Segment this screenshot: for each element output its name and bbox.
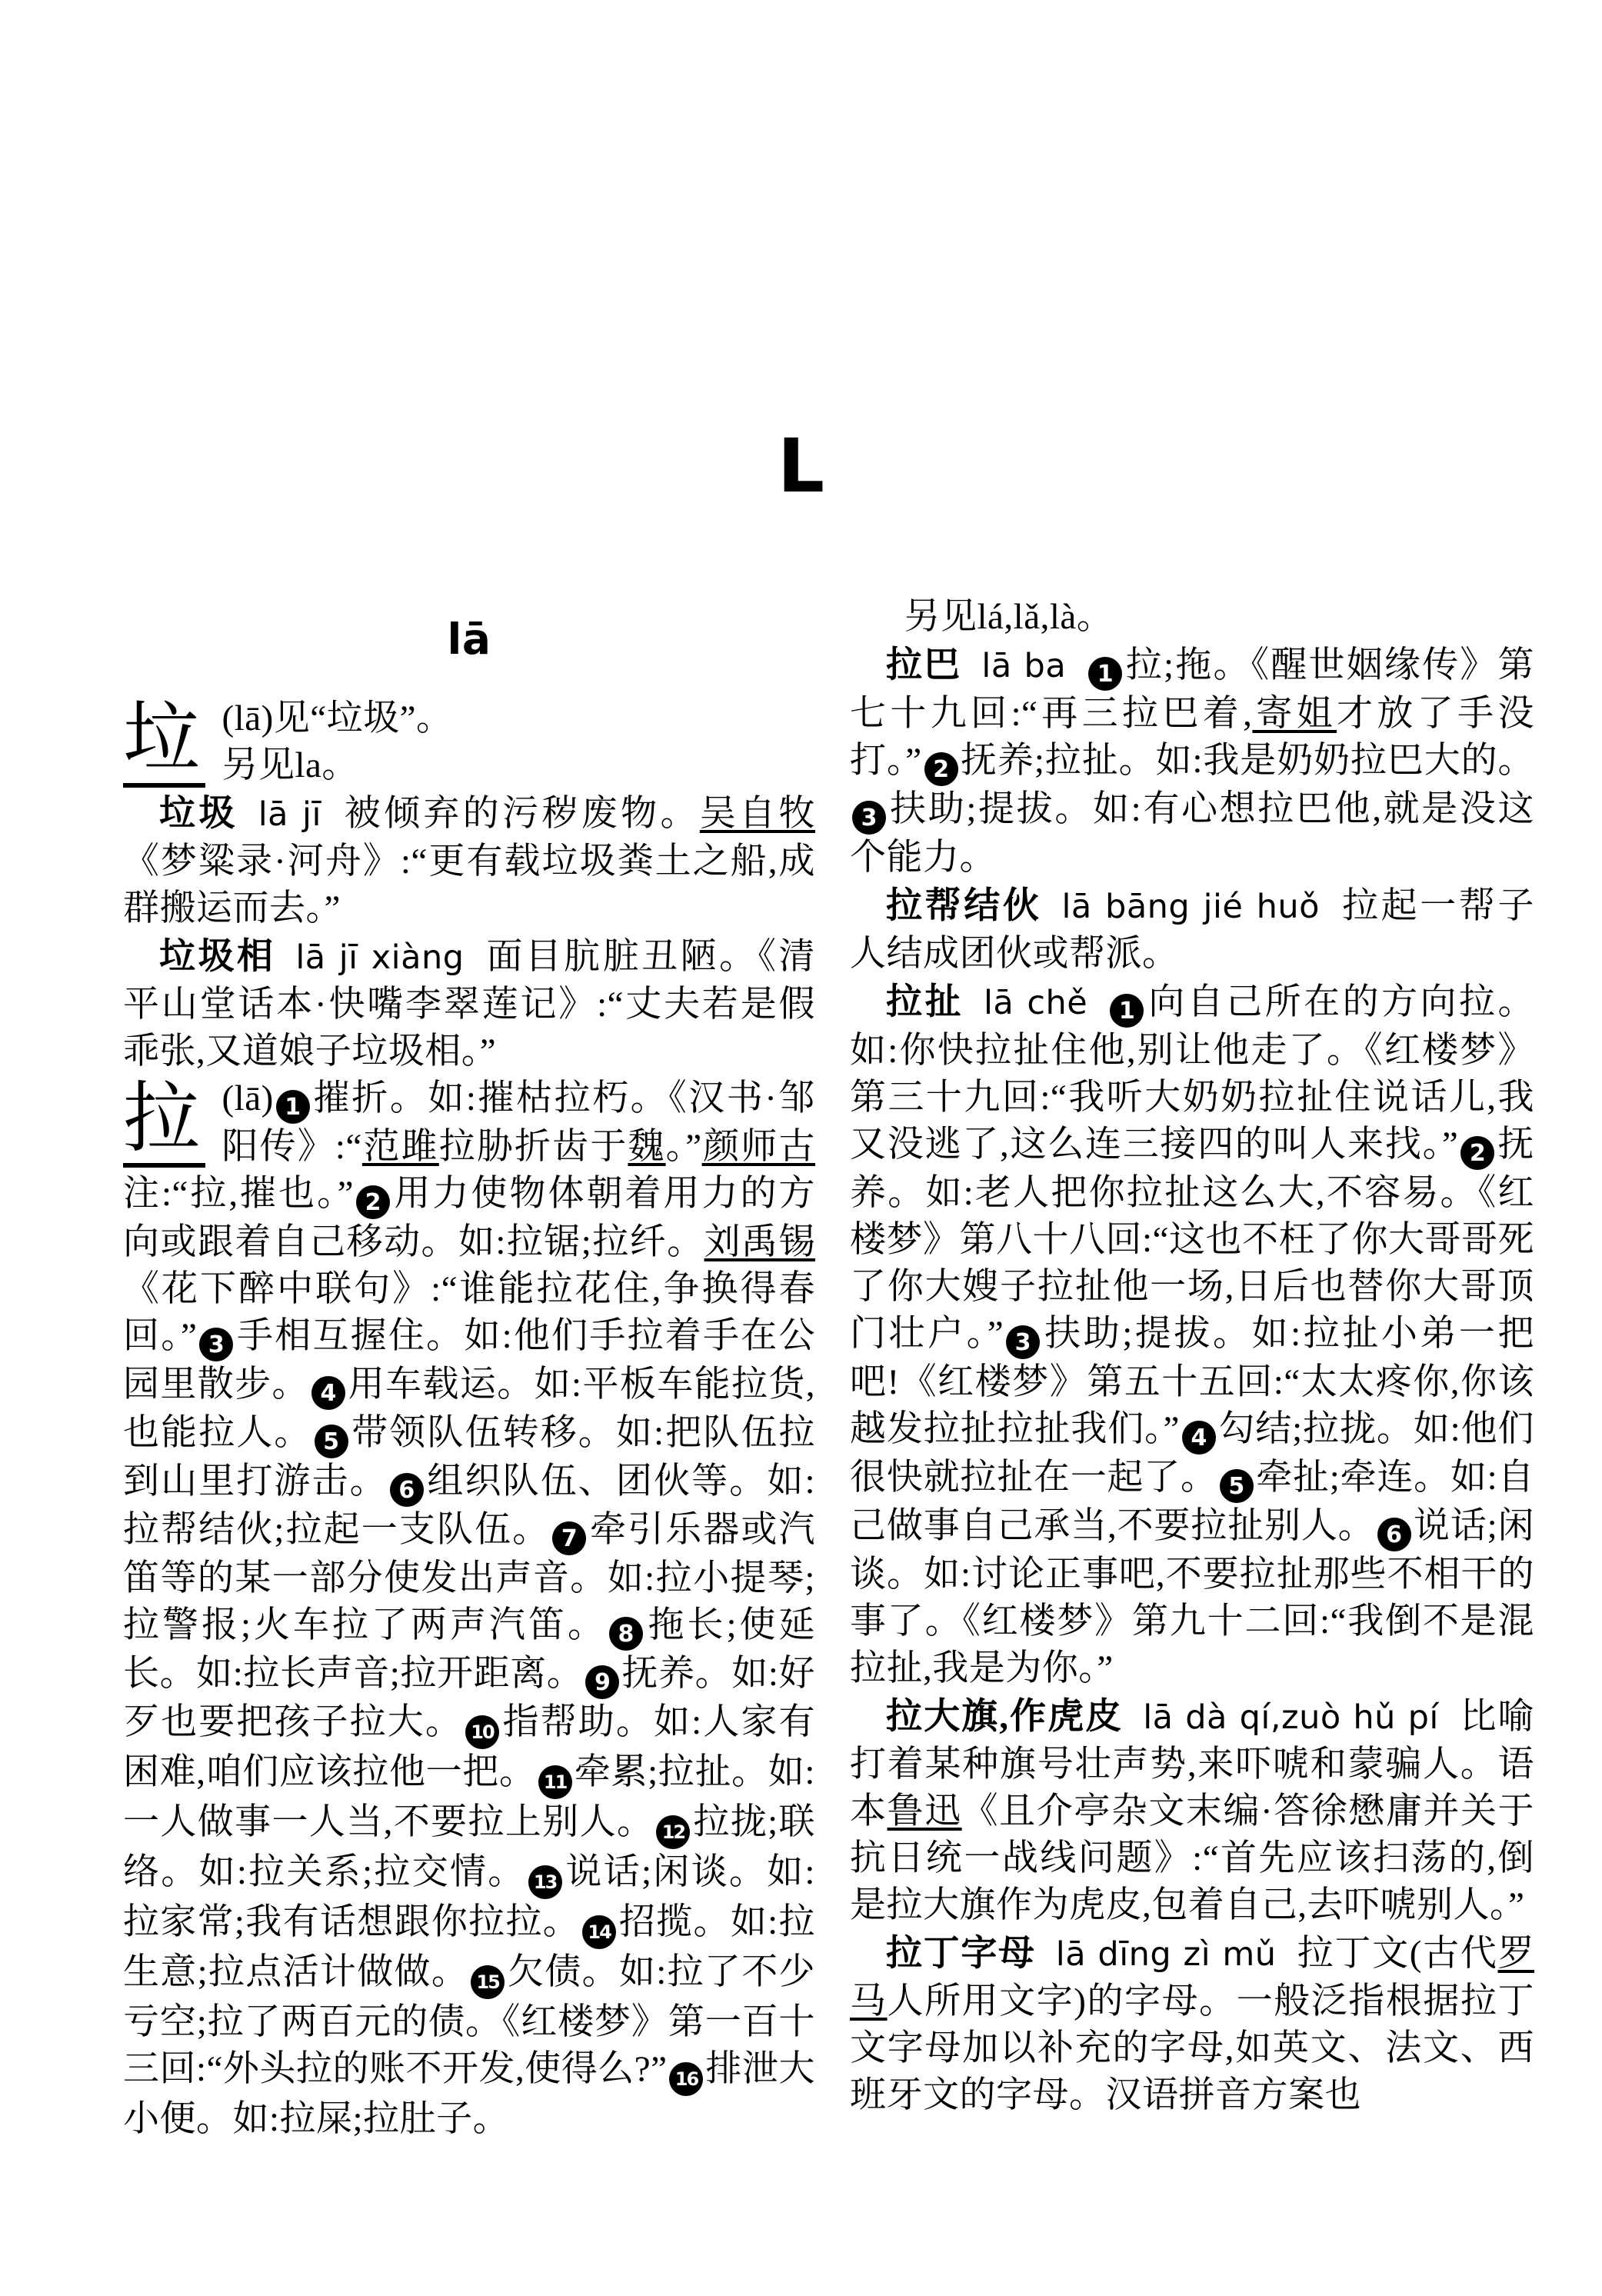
head-gloss-line: (lā)见“垃圾”。 (221, 698, 453, 738)
head-gloss (123, 695, 815, 789)
headword: 拉大旗,作虎皮 (886, 1697, 1124, 1737)
definition: 1 向自己所在的方向拉。如:你快拉扯住他,别让他走了。《红楼梦》第三十九回:“我听大奶奶拉扯住说话儿,我又没逃了,这么连三接四的叫人来找。” 2 抚养。如:老人把你拉扯这么大,不容易。《红楼梦》第八十八回:“这也不枉了你大哥哥死了你大嫂子拉扯他一场,日后也替你大哥顶门壮户。” 3 扶助;提拔。如:拉扯小弟一把吧!《红楼梦》第五十五回:“太太疼你,你该越发拉扯拉扯我们。” 4 勾结;拉拢。如:他们很快就拉扯在一起了。 5 牵扯;牵连。如:自己做事自己承当,不要拉扯别人。 6 说话;闲谈。如:讨论正事吧,不要拉扯那些不相干的事了。《红楼梦》第九十二回:“我倒不是混拉扯,我是为你。” (850, 982, 1535, 1688)
headword: 拉扯 (886, 982, 964, 1022)
pinyin: lā ba (981, 647, 1067, 685)
head-gloss: (lā) 1 摧折。如:摧枯拉朽。《汉书·邹阳传》:“范雎拉胁折齿于魏。”颜师古注:“拉,摧也。” 2 用力使物体朝着用力的方向或跟着自己移动。如:拉锯;拉纤。刘禹锡《花下醉中联句》:“谁能拉花住,争换得春回。” 3 手相互握住。如:他们手拉着手在公园里散步。 4 用车载运。如:平板车能拉货,也能拉人。 5 带领队伍转移。如:把队伍拉到山里打游击。 6 组织队伍、团伙等。如:拉帮结伙;拉起一支队伍。 7 牵引乐器或汽笛等的某一部分使发出声音。如:拉小提琴;拉警报;火车拉了两声汽笛。 8 拖长;使延长。如:拉长声音;拉开距离。 9 抚养。如:好歹也要把孩子拉大。 10 指帮助。如:人家有困难,咱们应该拉他一把。 11 牵累;拉扯。如:一人做事一人当,不要拉上别人。 12 拉拢;联络。如:拉关系;拉交情。 13 说话;闲谈。如:拉家常;我有话想跟你拉拉。 14 招揽。如:拉生意;拉点活计做做。 15 欠债。如:拉了不少亏空;拉了两百元的债。《红楼梦》第一百十三回:“外头拉的账不开发,使得么?” 16 排泄大小便。如:拉屎;拉肚子。 (123, 1078, 816, 2139)
entry-labang-jiehuo (850, 883, 1534, 978)
definition: 面目肮脏丑陋。《清平山堂话本·快嘴李翠莲记》:“丈夫若是假乖张,又道娘子垃圾相。” (123, 937, 815, 1071)
pinyin: lā dà qí,zuò hǔ pí (1143, 1698, 1439, 1737)
entry-laji-xiang (123, 934, 815, 1075)
headword: 垃圾相 (159, 937, 276, 977)
headword: 拉巴 (886, 645, 962, 685)
headword: 拉丁字母 (886, 1934, 1036, 1974)
headword: 垃圾 (159, 794, 238, 834)
definition: 拉起一帮子人结成团伙或帮派。 (850, 886, 1535, 974)
head-gloss-line: 另见la。 (221, 745, 358, 785)
entry-lache (850, 979, 1534, 1692)
headword: 拉帮结伙 (886, 886, 1042, 926)
section-letter: L (777, 423, 825, 509)
definition: 拉丁文(古代罗马人所用文字)的字母。一般泛指根据拉丁文字母加以补充的字母,如英文、法文、西班牙文的字母。汉语拼音方案也 (850, 1934, 1535, 2115)
entry-laba (850, 642, 1534, 881)
right-column (850, 594, 1534, 2119)
pinyin: lā bāng jié huǒ (1061, 888, 1320, 926)
head-character: 拉 (123, 1078, 205, 1168)
entry-ladaqi-zuohupi (850, 1694, 1534, 1929)
head-entry-la-earth (123, 695, 815, 789)
definition: 被倾弃的污秽废物。吴自牧《梦粱录·河舟》:“更有载垃圾粪土之船,成群搬运而去。” (123, 794, 816, 928)
entry-laji (123, 791, 815, 932)
head-entry-la-pull (123, 1075, 815, 2143)
definition: 比喻打着某种旗号壮声势,来吓唬和蒙骗人。语本鲁迅《且介亭杂文末编·答徐懋庸并关于抗日统一战线问题》:“首先应该扫荡的,倒是拉大旗作为虎皮,包着自己,去吓唬别人。” (850, 1697, 1535, 1925)
pinyin: lā jī (258, 795, 321, 834)
pinyin: lā chě (983, 984, 1088, 1022)
definition: 1 拉;拖。《醒世姻缘传》第七十九回:“再三拉巴着,寄姐才放了手没打。” 2 抚养;拉扯。如:我是奶奶拉巴大的。3 扶助;提拔。如:有心想拉巴他,就是没这个能力。 (850, 645, 1535, 878)
also-see-note: 另见lá,lǎ,là。 (904, 597, 1114, 637)
entry-lading-zimu (850, 1931, 1534, 2119)
pinyin: lā jī xiàng (295, 938, 465, 977)
pinyin-section-heading: lā (447, 615, 491, 664)
pinyin: lā dīng zì mǔ (1055, 1935, 1277, 1974)
head-character: 垃 (123, 698, 205, 788)
left-column (123, 615, 815, 2143)
